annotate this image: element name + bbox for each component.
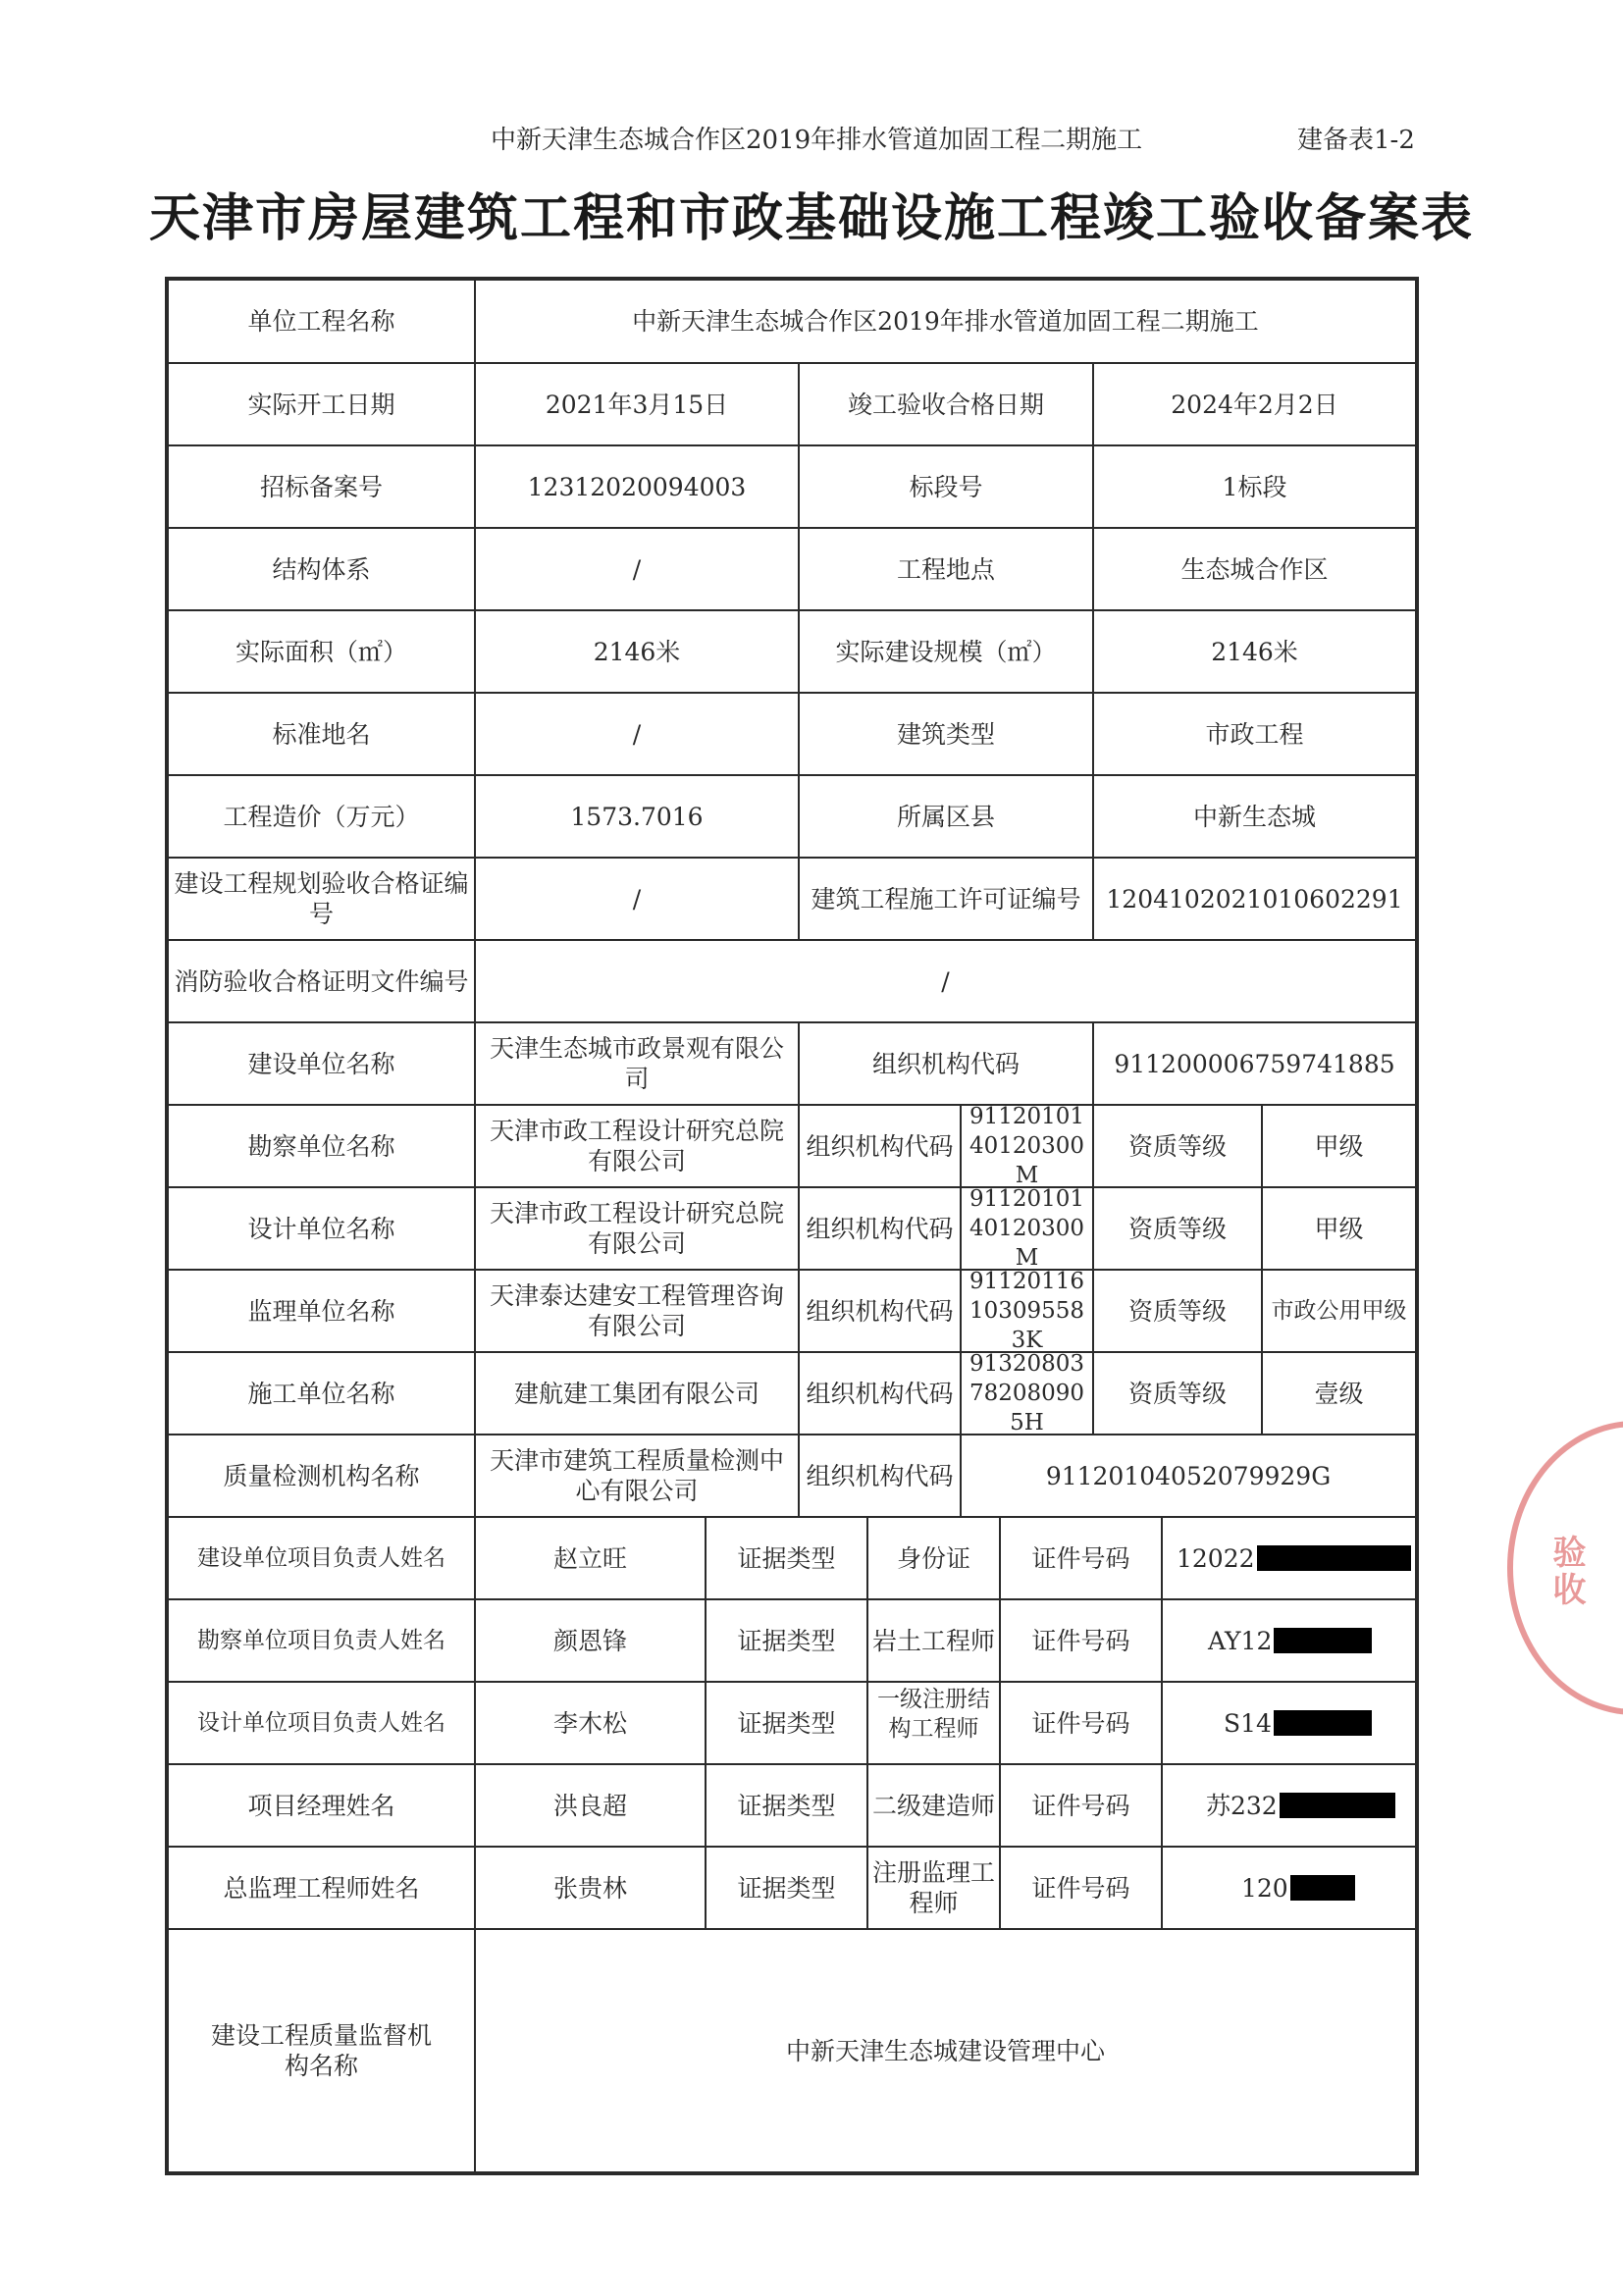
start-date-label: 实际开工日期 bbox=[169, 364, 476, 444]
unit-qual-label: 资质等级 bbox=[1094, 1106, 1263, 1186]
document-title: 天津市房屋建筑工程和市政基础设施工程竣工验收备案表 bbox=[148, 189, 1474, 248]
cert-no-text: S14 bbox=[1224, 1708, 1272, 1738]
district-value: 中新生态城 bbox=[1192, 802, 1316, 831]
unit-code: 9112010140120300M bbox=[962, 1188, 1094, 1269]
planning-cert-value: / bbox=[476, 859, 800, 939]
stamp-glyphs: 验收 bbox=[1546, 1535, 1586, 1609]
owner-code: 911200006759741885 bbox=[1114, 1049, 1395, 1078]
row-person bbox=[169, 1683, 1415, 1765]
row-supervision-unit bbox=[169, 1271, 1415, 1353]
filing-table bbox=[165, 277, 1419, 2175]
row-project-name bbox=[169, 281, 1415, 364]
unit-name: 天津泰达建安工程管理咨询有限公司 bbox=[476, 1271, 800, 1351]
bid-no-label: 招标备案号 bbox=[169, 446, 476, 527]
redaction-bar bbox=[1280, 1793, 1395, 1818]
place-name-label: 标准地名 bbox=[169, 694, 476, 774]
cert-type-value: 注册监理工程师 bbox=[868, 1848, 1001, 1928]
accept-date-value: 2024年2月2日 bbox=[1171, 390, 1338, 419]
place-name-value: / bbox=[476, 694, 800, 774]
project-name-label: 单位工程名称 bbox=[169, 281, 476, 362]
fire-cert-label: 消防验收合格证明文件编号 bbox=[169, 941, 476, 1021]
cert-no-value bbox=[1163, 1600, 1415, 1681]
supervision-label: 建设工程质量监督机构名称 bbox=[169, 1930, 476, 2171]
section-label: 标段号 bbox=[800, 446, 1094, 527]
district-label: 所属区县 bbox=[800, 776, 1094, 857]
area-label: 实际面积（㎡） bbox=[169, 611, 476, 692]
unit-label: 设计单位名称 bbox=[169, 1188, 476, 1269]
testing-code: 91120104052079929G bbox=[1045, 1461, 1332, 1490]
person-name: 张贵林 bbox=[476, 1848, 707, 1928]
unit-label: 监理单位名称 bbox=[169, 1271, 476, 1351]
cost-value: 1573.7016 bbox=[476, 776, 800, 857]
row-person bbox=[169, 1518, 1415, 1600]
row-planning-cert bbox=[169, 859, 1415, 941]
redaction-bar bbox=[1274, 1628, 1372, 1653]
scale-label: 实际建设规模（㎡） bbox=[800, 611, 1094, 692]
cert-no-label: 证件号码 bbox=[1001, 1518, 1163, 1598]
cert-no-text: 120 bbox=[1241, 1873, 1288, 1903]
cost-label: 工程造价（万元） bbox=[169, 776, 476, 857]
unit-name: 天津市政工程设计研究总院有限公司 bbox=[476, 1188, 800, 1269]
person-name: 颜恩锋 bbox=[476, 1600, 707, 1681]
structure-label: 结构体系 bbox=[169, 529, 476, 609]
row-person bbox=[169, 1600, 1415, 1683]
fire-cert-value: / bbox=[941, 966, 950, 996]
unit-qual-grade: 甲级 bbox=[1314, 1214, 1364, 1243]
cert-no-label: 证件号码 bbox=[1001, 1848, 1163, 1928]
section-value: 1标段 bbox=[1222, 472, 1287, 501]
unit-label: 施工单位名称 bbox=[169, 1353, 476, 1434]
unit-qual-label: 资质等级 bbox=[1094, 1271, 1263, 1351]
testing-code-label: 组织机构代码 bbox=[800, 1435, 962, 1516]
row-design-unit bbox=[169, 1188, 1415, 1271]
form-number: 建备表1-2 bbox=[1297, 126, 1415, 155]
row-owner bbox=[169, 1023, 1415, 1106]
building-type-label: 建筑类型 bbox=[800, 694, 1094, 774]
unit-qual-grade: 市政公用甲级 bbox=[1271, 1298, 1407, 1324]
cert-no-value bbox=[1163, 1683, 1415, 1763]
testing-label: 质量检测机构名称 bbox=[169, 1435, 476, 1516]
unit-code: 91120116103095583K bbox=[962, 1271, 1094, 1351]
person-name: 洪良超 bbox=[476, 1765, 707, 1846]
unit-code-label: 组织机构代码 bbox=[800, 1106, 962, 1186]
accept-date-label: 竣工验收合格日期 bbox=[800, 364, 1094, 444]
location-value: 生态城合作区 bbox=[1180, 554, 1329, 584]
permit-value: 1204102021010602291 bbox=[1106, 884, 1403, 913]
cert-type-value: 岩土工程师 bbox=[868, 1600, 1001, 1681]
person-role: 建设单位项目负责人姓名 bbox=[169, 1518, 476, 1598]
row-cost bbox=[169, 776, 1415, 859]
row-bid bbox=[169, 446, 1415, 529]
building-type-value: 市政工程 bbox=[1205, 719, 1304, 749]
cert-no-label: 证件号码 bbox=[1001, 1600, 1163, 1681]
row-place-name bbox=[169, 694, 1415, 776]
cert-type-value: 身份证 bbox=[868, 1518, 1001, 1598]
page-header bbox=[0, 120, 1623, 153]
row-testing bbox=[169, 1435, 1415, 1518]
cert-type-value: 二级建造师 bbox=[868, 1765, 1001, 1846]
area-value: 2146米 bbox=[476, 611, 800, 692]
header-project-name: 中新天津生态城合作区2019年排水管道加固工程二期施工 bbox=[491, 126, 1143, 155]
cert-no-value bbox=[1163, 1518, 1415, 1598]
red-seal-stamp bbox=[1507, 1421, 1623, 1715]
cert-type-label: 证据类型 bbox=[707, 1683, 868, 1763]
row-person bbox=[169, 1848, 1415, 1930]
row-area bbox=[169, 611, 1415, 694]
permit-label: 建筑工程施工许可证编号 bbox=[800, 859, 1094, 939]
unit-code-label: 组织机构代码 bbox=[800, 1353, 962, 1434]
person-role: 勘察单位项目负责人姓名 bbox=[169, 1600, 476, 1681]
cert-type-label: 证据类型 bbox=[707, 1518, 868, 1598]
person-name: 李木松 bbox=[476, 1683, 707, 1763]
planning-cert-label: 建设工程规划验收合格证编号 bbox=[169, 859, 476, 939]
owner-name: 天津生态城市政景观有限公司 bbox=[476, 1023, 800, 1104]
cert-no-text: AY12 bbox=[1208, 1626, 1273, 1655]
testing-name: 天津市建筑工程质量检测中心有限公司 bbox=[476, 1435, 800, 1516]
unit-code-label: 组织机构代码 bbox=[800, 1188, 962, 1269]
cert-no-value bbox=[1163, 1848, 1415, 1928]
row-structure bbox=[169, 529, 1415, 611]
row-dates bbox=[169, 364, 1415, 446]
start-date-value: 2021年3月15日 bbox=[476, 364, 800, 444]
unit-qual-grade: 壹级 bbox=[1314, 1379, 1364, 1408]
cert-no-label: 证件号码 bbox=[1001, 1683, 1163, 1763]
unit-code: 9112010140120300M bbox=[962, 1106, 1094, 1186]
row-construction-unit bbox=[169, 1353, 1415, 1435]
location-label: 工程地点 bbox=[800, 529, 1094, 609]
owner-label: 建设单位名称 bbox=[169, 1023, 476, 1104]
unit-qual-label: 资质等级 bbox=[1094, 1188, 1263, 1269]
unit-name: 天津市政工程设计研究总院有限公司 bbox=[476, 1106, 800, 1186]
owner-code-label: 组织机构代码 bbox=[800, 1023, 1094, 1104]
cert-type-value: 一级注册结构工程师 bbox=[868, 1683, 1001, 1763]
row-person bbox=[169, 1765, 1415, 1848]
cert-type-label: 证据类型 bbox=[707, 1765, 868, 1846]
person-role: 总监理工程师姓名 bbox=[169, 1848, 476, 1928]
cert-no-text: 12022 bbox=[1177, 1543, 1255, 1573]
unit-qual-grade: 甲级 bbox=[1314, 1131, 1364, 1161]
redaction-bar bbox=[1257, 1545, 1411, 1571]
cert-no-text: 苏232 bbox=[1206, 1791, 1278, 1820]
unit-name: 建航建工集团有限公司 bbox=[476, 1353, 800, 1434]
structure-value: / bbox=[476, 529, 800, 609]
supervision-value: 中新天津生态城建设管理中心 bbox=[785, 2036, 1105, 2065]
row-fire-cert bbox=[169, 941, 1415, 1023]
person-role: 设计单位项目负责人姓名 bbox=[169, 1683, 476, 1763]
unit-code-label: 组织机构代码 bbox=[800, 1271, 962, 1351]
cert-no-label: 证件号码 bbox=[1001, 1765, 1163, 1846]
unit-code: 91320803782080905H bbox=[962, 1353, 1094, 1434]
redaction-bar bbox=[1290, 1875, 1355, 1901]
person-role: 项目经理姓名 bbox=[169, 1765, 476, 1846]
project-name-value: 中新天津生态城合作区2019年排水管道加固工程二期施工 bbox=[632, 307, 1259, 336]
row-survey-unit bbox=[169, 1106, 1415, 1188]
cert-type-label: 证据类型 bbox=[707, 1600, 868, 1681]
cert-no-value bbox=[1163, 1765, 1415, 1846]
scale-value: 2146米 bbox=[1211, 637, 1298, 666]
person-name: 赵立旺 bbox=[476, 1518, 707, 1598]
row-supervision-agency bbox=[169, 1930, 1415, 2171]
unit-label: 勘察单位名称 bbox=[169, 1106, 476, 1186]
redaction-bar bbox=[1274, 1710, 1372, 1736]
cert-type-label: 证据类型 bbox=[707, 1848, 868, 1928]
bid-no-value: 12312020094003 bbox=[476, 446, 800, 527]
unit-qual-label: 资质等级 bbox=[1094, 1353, 1263, 1434]
